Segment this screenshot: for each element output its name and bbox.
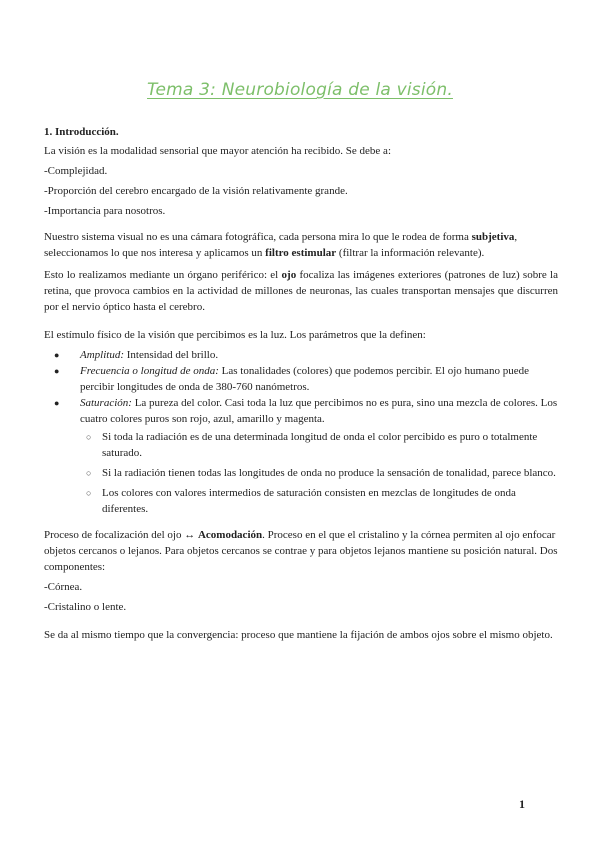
page-title: Tema 3: Neurobiología de la visión. [147, 80, 453, 100]
list-item: ● Saturación: La pureza del color. Casi toda la luz que percibimos no es pura, sino una mezcla de colores. Los cuatro colores puros son rojo, azul, amarillo y magenta. ○ Si toda la radiación es de una determinada longitud de onda el color percibido es puro o totalmente saturado. ○ Si la radiación tienen todas las longitudes de onda no produce la sensación de tonalidad, parece blanco. ○ Los colores con valores intermedios de saturación consisten en mezclas de longitudes de onda diferentes. [54, 397, 558, 515]
paragraph-eye: Esto lo realizamos mediante un órgano periférico: el ojo focaliza las imágenes exteriores (patrones de luz) sobre la retina, que provoca cambios en la actividad de millones de neuronas, las cuales transportan mensajes que discurren por el nervio óptico hasta el cerebro. [44, 269, 558, 313]
hollow-bullet-icon: ○ [86, 488, 92, 498]
paragraph-convergence: Se da al mismo tiempo que la convergencia: proceso que mantiene la fijación de ambos ojos sobre el mismo objeto. [44, 629, 553, 641]
hollow-bullet-icon: ○ [86, 432, 92, 442]
reason-item: -Proporción del cerebro encargado de la visión relativamente grande. [44, 185, 348, 197]
list-item: ○ Si toda la radiación es de una determinada longitud de onda el color percibido es puro o totalmente saturado. [86, 431, 538, 459]
component-item: -Córnea. [44, 581, 83, 593]
paragraph-stimulus: El estímulo físico de la visión que percibimos es la luz. Los parámetros que la definen: [44, 329, 426, 341]
section-heading: 1. Introducción. [44, 126, 119, 138]
list-item: ○ Si la radiación tienen todas las longitudes de onda no produce la sensación de tonalidad, parece blanco. [86, 467, 556, 479]
bullet-icon: ● [54, 366, 60, 376]
component-item: -Cristalino o lente. [44, 601, 127, 613]
reason-item: -Importancia para nosotros. [44, 205, 166, 217]
paragraph-accommodation: Proceso de focalización del ojo ↔ Acomodación. Proceso en el que el cristalino y la córnea permiten al ojo enfocar objetos cercanos o lejanos. Para objetos cercanos se contrae y para objetos lejanos mantiene su posición natural. Dos componentes: [44, 529, 558, 573]
list-item: ● Frecuencia o longitud de onda: Las tonalidades (colores) que podemos percibir. El ojo humano puede percibir longitudes de onda de 380-760 nanómetros. [54, 365, 529, 393]
reason-item: -Complejidad. [44, 165, 108, 177]
paragraph-visual-system: Nuestro sistema visual no es una cámara fotográfica, cada persona mira lo que le rodea de forma subjetiva, seleccionamos lo que nos interesa y aplicamos un filtro estimular (filtrar la información relevante). [44, 231, 518, 259]
document-body [44, 124, 558, 643]
list-item: ● Amplitud: Intensidad del brillo. [54, 349, 219, 361]
hollow-bullet-icon: ○ [86, 468, 92, 478]
saturation-sublist [80, 429, 558, 517]
page-number: 1 [519, 797, 525, 811]
bullet-icon: ● [54, 350, 60, 360]
list-item: ○ Los colores con valores intermedios de saturación consisten en mezclas de longitudes de onda diferentes. [86, 487, 516, 515]
intro-paragraph: La visión es la modalidad sensorial que mayor atención ha recibido. Se debe a: [44, 145, 391, 157]
bullet-icon: ● [54, 398, 60, 408]
parameter-list [44, 347, 558, 517]
